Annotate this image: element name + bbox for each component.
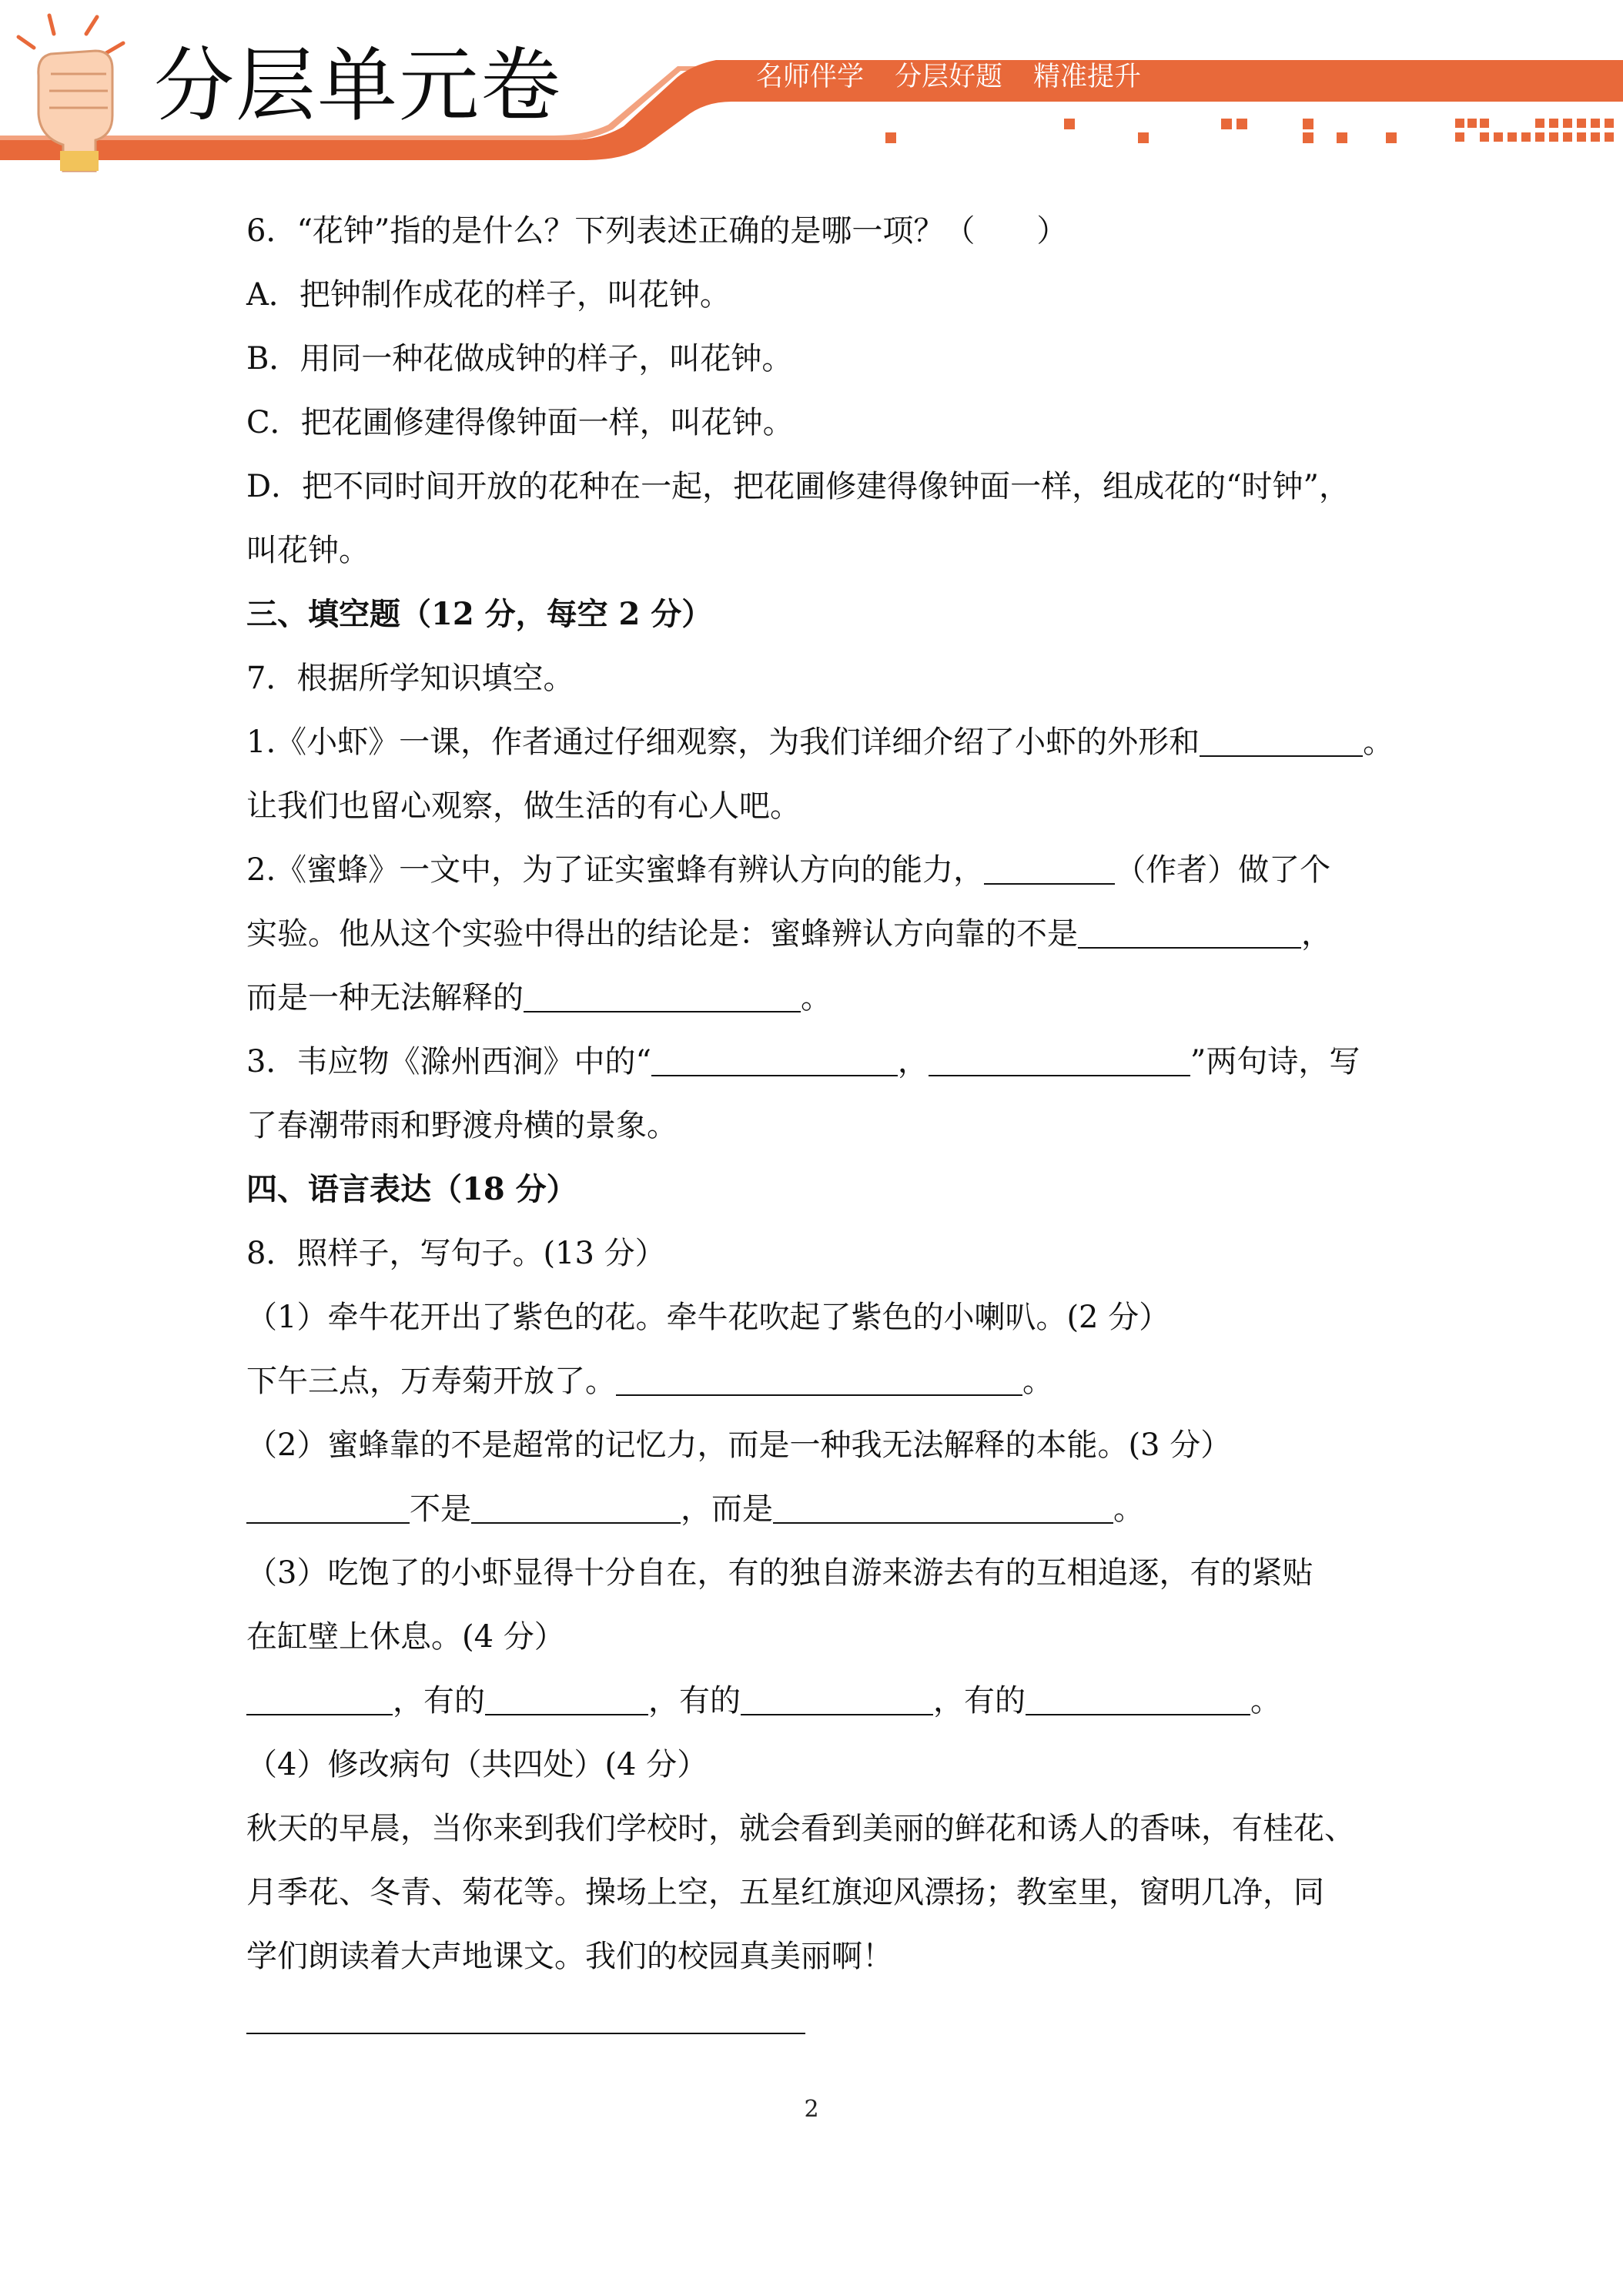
question-text: ， — [897, 1044, 929, 1079]
fill-blank[interactable] — [651, 1044, 898, 1076]
question-text: 实验。他从这个实验中得出的结论是：蜜蜂辨认方向靠的不是 — [246, 916, 1078, 952]
fill-blank[interactable] — [485, 1683, 648, 1715]
question-8-1-answer — [246, 1360, 1053, 1403]
fill-blank[interactable] — [471, 1491, 681, 1524]
question-text: 。 — [1022, 1364, 1053, 1399]
slogan-item: 名师伴学 — [756, 62, 865, 92]
fill-blank[interactable] — [741, 1683, 933, 1715]
question-text: ，而是 — [681, 1491, 773, 1527]
question-6-stem: 6．“花钟”指的是什么？下列表述正确的是哪一项？（ ） — [246, 213, 1068, 249]
fill-blank[interactable] — [1026, 1683, 1250, 1715]
header-banner — [0, 0, 1623, 177]
question-7-2-cont — [246, 912, 1332, 956]
question-7-2 — [246, 848, 1330, 892]
question-text: 1.《小虾》一课，作者通过仔细观察，为我们详细介绍了小虾的外形和 — [246, 725, 1200, 760]
decorative-squares — [885, 119, 1614, 143]
question-text: ，有的 — [393, 1683, 485, 1719]
page-number: 2 — [804, 2096, 819, 2123]
section-4-heading: 四、语言表达（18 分） — [246, 1171, 577, 1207]
slogan — [756, 60, 1172, 94]
question-8-4-text: 秋天的早晨，当你来到我们学校时，就会看到美丽的鲜花和诱人的香味，有桂花、 — [246, 1811, 1355, 1846]
fill-blank[interactable] — [984, 852, 1115, 885]
question-8-4: （4）修改病句（共四处）(4 分） — [246, 1747, 708, 1782]
question-8-2-answer — [246, 1488, 1144, 1531]
question-text: ，有的 — [933, 1683, 1026, 1719]
question-8-4-text-cont: 月季花、冬青、菊花等。操场上空，五星红旗迎风漂扬；教室里，窗明几净，同 — [246, 1875, 1324, 1910]
question-text: 。 — [1113, 1491, 1144, 1527]
question-7-3 — [246, 1040, 1360, 1083]
question-6-option-c: C．把花圃修建得像钟面一样，叫花钟。 — [246, 405, 794, 440]
question-text: 。 — [801, 980, 832, 1016]
question-6-option-b: B．用同一种花做成钟的样子，叫花钟。 — [246, 341, 793, 377]
question-8-2: （2）蜜蜂靠的不是超常的记忆力，而是一种我无法解释的本能。(3 分） — [246, 1427, 1232, 1463]
question-text: （作者）做了个 — [1115, 852, 1331, 888]
question-7-3-cont: 了春潮带雨和野渡舟横的景象。 — [246, 1108, 678, 1143]
question-7-1-cont: 让我们也留心观察，做生活的有心人吧。 — [246, 788, 801, 824]
slogan-item: 精准提升 — [1033, 62, 1142, 92]
question-8-3-cont: 在缸壁上休息。(4 分） — [246, 1619, 565, 1655]
fill-blank[interactable] — [246, 1683, 393, 1715]
fill-blank[interactable] — [524, 980, 801, 1012]
question-7-1 — [246, 721, 1394, 764]
slogan-item: 分层好题 — [895, 62, 1003, 92]
fill-blank[interactable] — [1078, 916, 1301, 949]
question-text: 。 — [1363, 725, 1394, 760]
fill-blank[interactable] — [616, 1364, 1022, 1396]
fill-blank[interactable] — [246, 1491, 410, 1524]
question-text: 3．韦应物《滁州西涧》中的“ — [246, 1044, 651, 1079]
answer-line[interactable] — [246, 2033, 805, 2034]
fill-blank[interactable] — [1200, 725, 1363, 757]
question-6-option-d: D．把不同时间开放的花种在一起，把花圃修建得像钟面一样，组成花的“时钟”， — [246, 469, 1350, 504]
question-text: 不是 — [410, 1491, 471, 1527]
section-3-heading: 三、填空题（12 分，每空 2 分） — [246, 596, 713, 632]
question-8-stem: 8．照样子，写句子。(13 分） — [246, 1236, 666, 1271]
question-8-1: （1）牵牛花开出了紫色的花。牵牛花吹起了紫色的小喇叭。(2 分） — [246, 1300, 1170, 1335]
question-text: ，有的 — [648, 1683, 741, 1719]
question-text: 下午三点，万寿菊开放了。 — [246, 1364, 616, 1399]
question-text: ， — [1301, 916, 1332, 952]
question-7-stem: 7．根据所学知识填空。 — [246, 661, 574, 696]
question-text: ”两句诗，写 — [1190, 1044, 1360, 1079]
question-8-3-answer — [246, 1679, 1281, 1722]
question-text: 而是一种无法解释的 — [246, 980, 524, 1016]
question-text: 。 — [1250, 1683, 1281, 1719]
brand-title: 分层单元卷 — [154, 38, 563, 132]
fill-blank[interactable] — [773, 1491, 1113, 1524]
question-8-3: （3）吃饱了的小虾显得十分自在，有的独自游来游去有的互相追逐，有的紧贴 — [246, 1555, 1313, 1591]
question-text: 2.《蜜蜂》一文中，为了证实蜜蜂有辨认方向的能力， — [246, 852, 985, 888]
question-6-option-a: A．把钟制作成花的样子，叫花钟。 — [246, 277, 731, 313]
question-6-option-d-cont: 叫花钟。 — [246, 533, 370, 568]
question-7-2-cont-2 — [246, 976, 832, 1019]
question-8-4-text-cont-2: 学们朗读着大声地课文。我们的校园真美丽啊！ — [246, 1939, 893, 1974]
fill-blank[interactable] — [929, 1044, 1190, 1076]
